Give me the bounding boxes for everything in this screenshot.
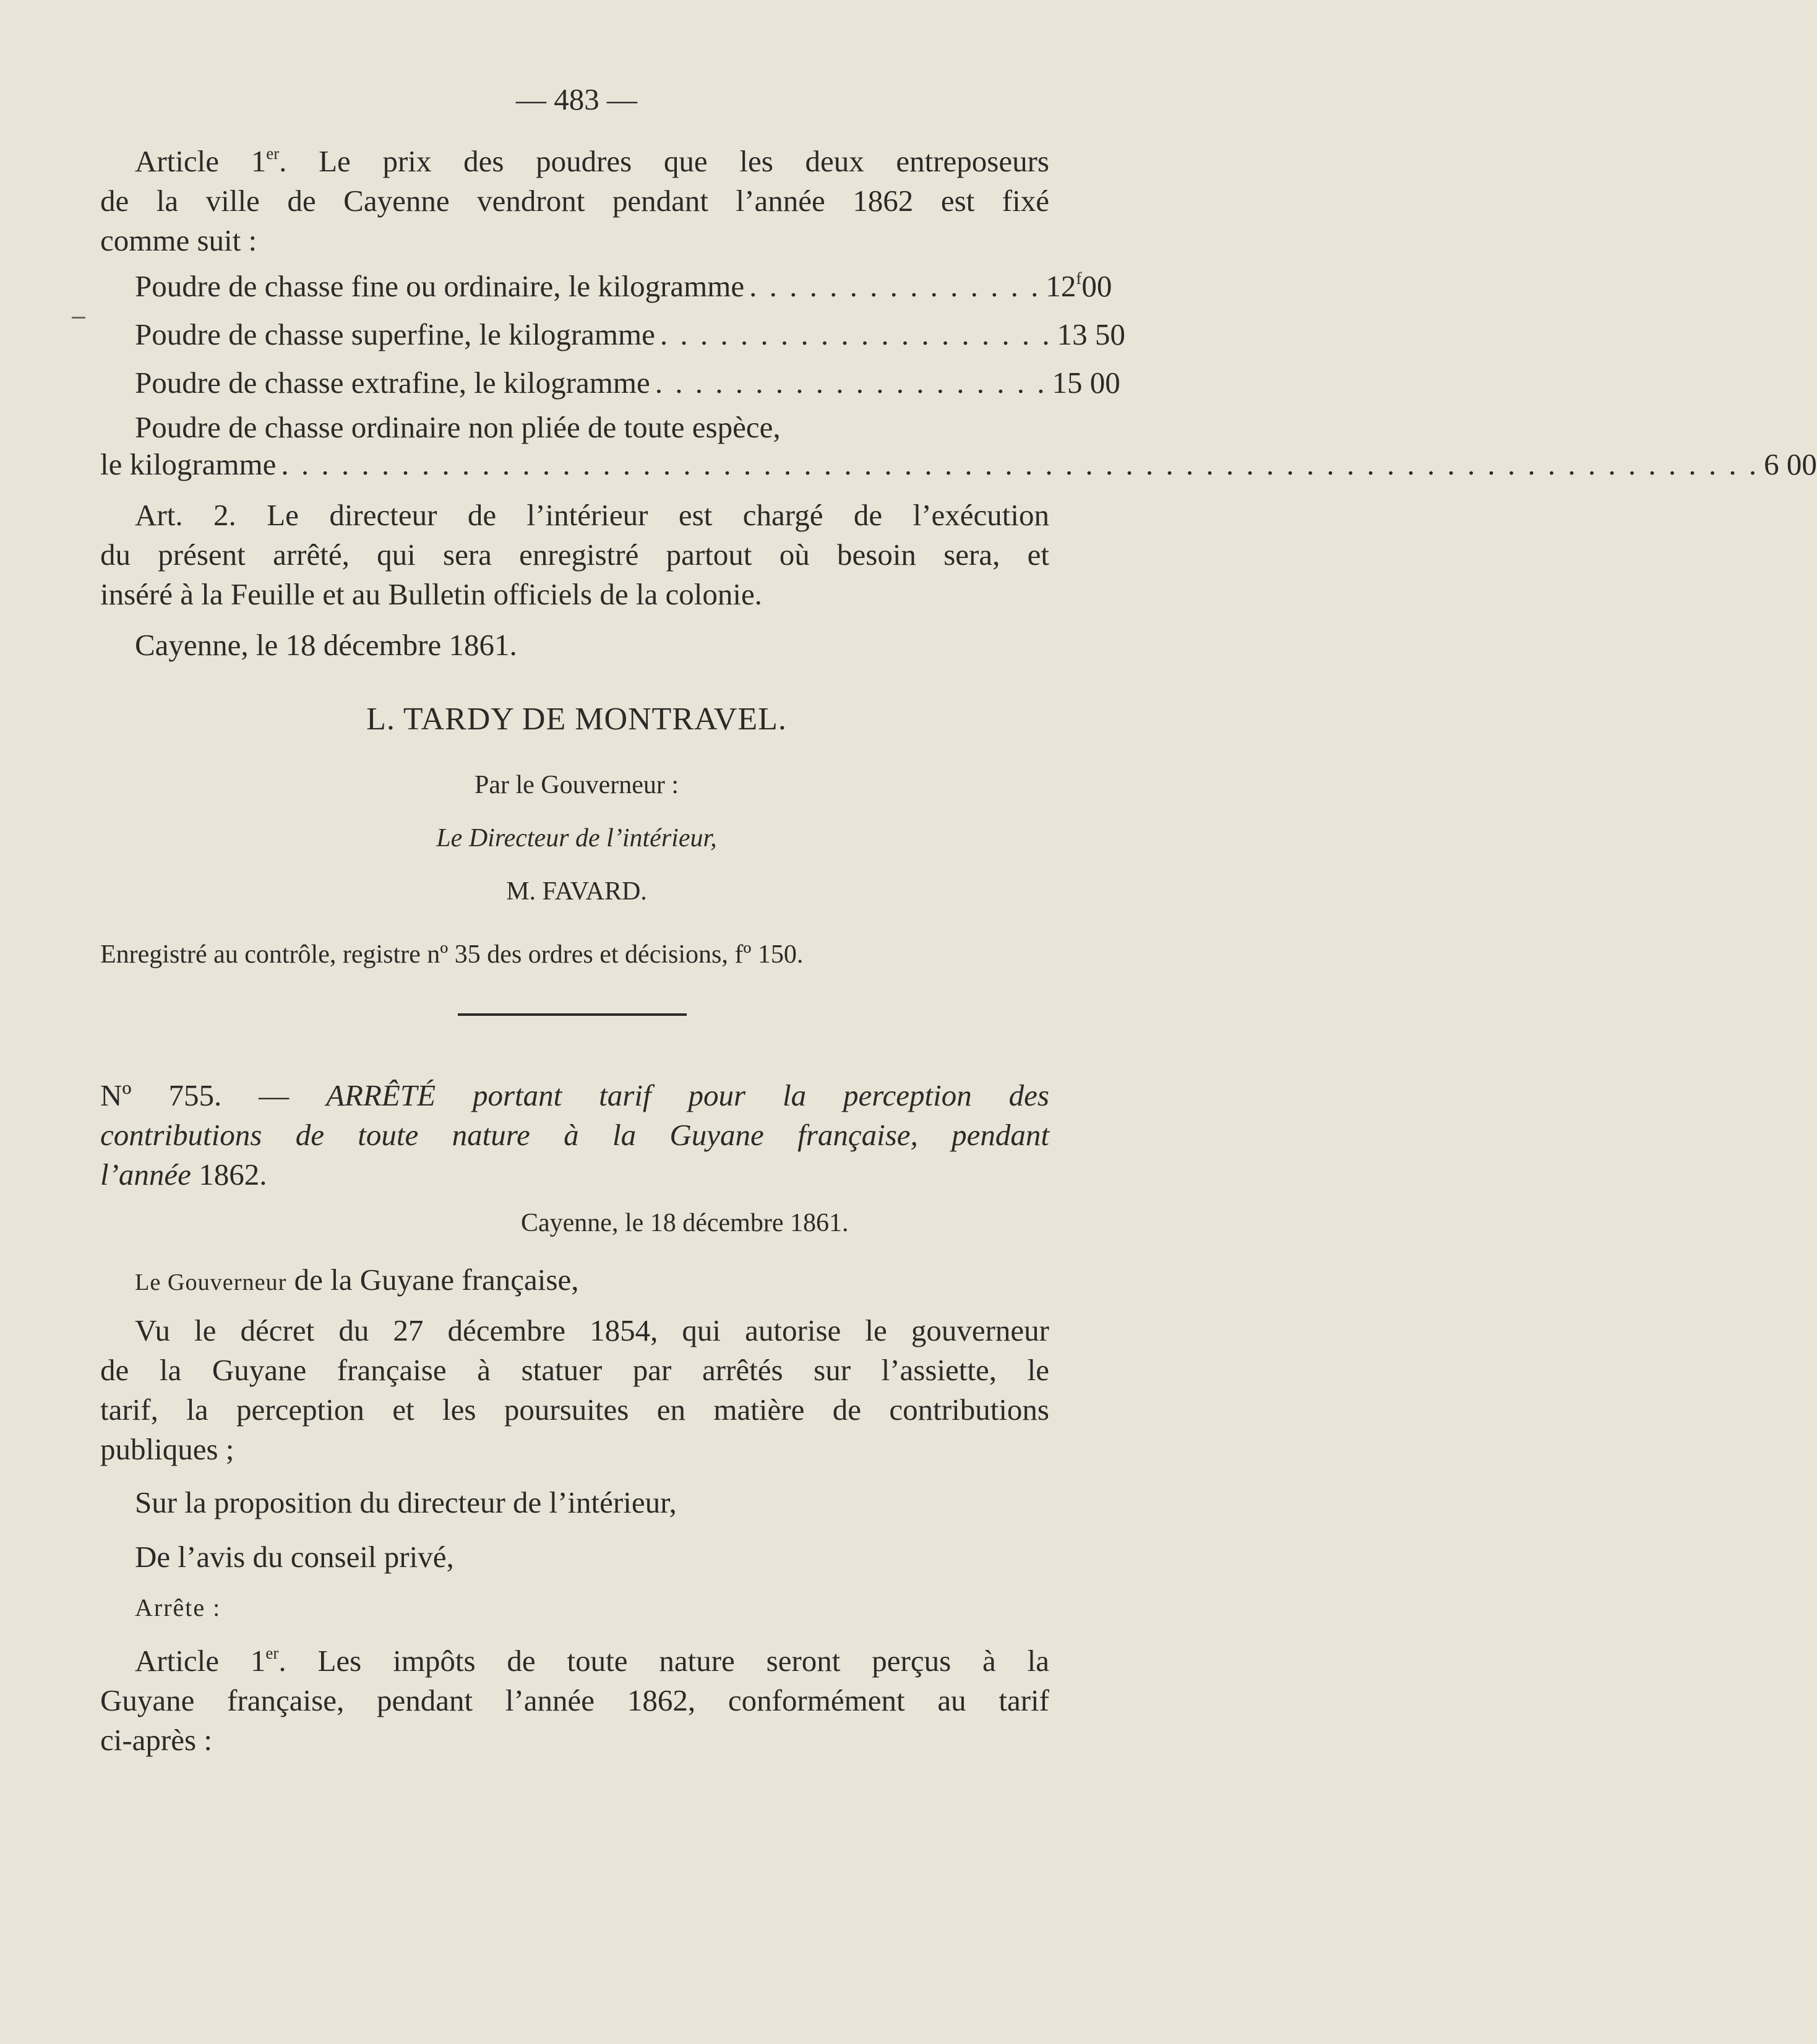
par-le-gouverneur: Par le Gouverneur : (474, 771, 679, 799)
page-number: — 483 — (516, 82, 637, 116)
price-row-4-line-1: Poudre de chasse ordinaire non pliée de toute espèce, (135, 410, 781, 444)
price-row: Poudre de chasse extrafine, le kilogramme . . . . . . . . . . . . . . . . . . . . 15 00 (135, 366, 1120, 400)
decree-heading-line-3: l’année 1862. (100, 1157, 267, 1192)
article-2-line-2: du présent arrêté, qui sera enregistré partout où besoin sera, et (100, 538, 1049, 572)
margin-mark (72, 317, 85, 319)
section-divider (458, 1013, 687, 1016)
de-l-avis: De l’avis du conseil privé, (135, 1540, 454, 1574)
date-line: Cayenne, le 18 décembre 1861. (135, 628, 517, 662)
arrete-label: Arrête : (135, 1594, 221, 1621)
article-2-line-3: inséré à la Feuille et au Bulletin officiels de la colonie. (100, 577, 762, 611)
article-1-line-2: de la ville de Cayenne vendront pendant l’année 1862 est fixé (100, 184, 1049, 218)
sur-la-proposition: Sur la proposition du directeur de l’intérieur, (135, 1485, 677, 1519)
decree-dateline: Cayenne, le 18 décembre 1861. (521, 1209, 849, 1237)
le-gouverneur-line: Le Gouverneur de la Guyane française, (135, 1263, 579, 1297)
price-row: le kilogramme . . . . . . . . . . . . . . . . . . . . . . . . . . . . . . . . . . . . . . . . . . . . . . . . . . . . . . . . . . . . . . . . . . . . . . . . . . 6 00 (100, 447, 1817, 481)
decree-article-1-line-2: Guyane française, pendant l’année 1862, conformément au tarif (100, 1683, 1049, 1717)
registration-note: Enregistré au contrôle, registre nº 35 des ordres et décisions, fº 150. (100, 940, 804, 969)
decree-heading-line-1: Nº 755. — ARRÊTÉ portant tarif pour la perception des (100, 1078, 1050, 1112)
decree-heading-line-2: contributions de toute nature à la Guyane française, pendant (100, 1118, 1049, 1152)
decree-article-1-line-3: ci-après : (100, 1723, 212, 1757)
article-2-line-1: Art. 2. Le directeur de l’intérieur est chargé de l’exécution (135, 498, 1049, 532)
signature: L. TARDY DE MONTRAVEL. (366, 702, 787, 737)
article-1-line-3: comme suit : (100, 223, 257, 257)
price-row: Poudre de chasse superfine, le kilogramme . . . . . . . . . . . . . . . . . . . . 13 50 (135, 317, 1125, 351)
vu-line-3: tarif, la perception et les poursuites en matière de contributions (100, 1393, 1049, 1427)
price-row: Poudre de chasse fine ou ordinaire, le kilogramme . . . . . . . . . . . . . . . 12$^f$00 (135, 268, 1112, 303)
vu-line-1: Vu le décret du 27 décembre 1854, qui autorise le gouverneur (135, 1313, 1049, 1347)
directeur-title: Le Directeur de l’intérieur, (436, 824, 717, 852)
article-1-line-1: Article 1er. Le prix des poudres que les deux entreposeurs (135, 144, 1050, 178)
favard-signature: M. FAVARD. (506, 877, 647, 906)
decree-article-1-line-1: Article 1er. Les impôts de toute nature seront perçus à la (135, 1643, 1049, 1678)
vu-line-2: de la Guyane française à statuer par arrêtés sur l’assiette, le (100, 1353, 1049, 1387)
vu-line-4: publiques ; (100, 1432, 234, 1466)
